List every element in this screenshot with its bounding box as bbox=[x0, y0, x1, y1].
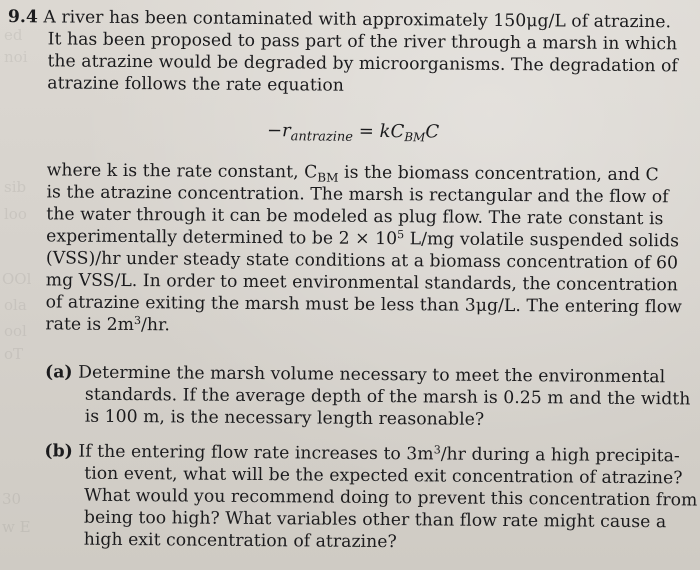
body-text: where k is the rate constant, C bbox=[46, 160, 318, 183]
exponent: 3 bbox=[433, 443, 441, 457]
intro-text: A river has been contaminated with approximately 150μg/L of atrazine. bbox=[43, 7, 672, 33]
equation-minus: − bbox=[266, 120, 283, 142]
part-b-line: What would you recommend doing to prevent this concentration from bbox=[84, 485, 698, 511]
body-line bbox=[45, 314, 170, 336]
part-b-line: high exit concentration of atrazine? bbox=[83, 529, 397, 553]
body-line: mg VSS/L. In order to meet environmental standards, the concentration bbox=[45, 270, 679, 296]
bleed-through-text: 30 bbox=[2, 490, 22, 508]
cbm-subscript: BM bbox=[317, 170, 339, 185]
body-line: the water through it can be modeled as plug flow. The rate constant is bbox=[46, 204, 664, 230]
equation-c: C bbox=[425, 121, 440, 143]
part-a-line: standards. If the average depth of the marsh is 0.25 m and the width bbox=[84, 384, 691, 410]
part-b-line: tion event, what will be the expected exit concentration of atrazine? bbox=[84, 463, 683, 489]
intro-line: the atrazine would be degraded by microorganisms. The degradation of bbox=[47, 51, 678, 77]
equation-bm: BM bbox=[404, 130, 426, 145]
part-b-text: /hr during a high precipita- bbox=[440, 444, 680, 467]
equation-equals: = bbox=[352, 120, 380, 142]
bleed-through-text: OOl bbox=[2, 270, 32, 288]
rate-equation bbox=[267, 120, 439, 145]
body-line: of atrazine exiting the marsh must be less than 3μg/L. The entering flow bbox=[45, 292, 682, 318]
body-line: is the atrazine concentration. The marsh is rectangular and the flow of bbox=[46, 182, 669, 208]
equation-kc: kC bbox=[379, 120, 405, 143]
part-b-label: (b) bbox=[44, 441, 73, 462]
bleed-through-text: ool bbox=[4, 322, 27, 340]
equation-r: r bbox=[281, 120, 291, 142]
exponent: 3 bbox=[133, 314, 142, 328]
part-b-line: being too high? What variables other than flow rate might cause a bbox=[83, 507, 667, 533]
body-text: L/mg volatile suspended solids bbox=[404, 229, 680, 252]
exponent: 5 bbox=[397, 228, 405, 242]
part-a-label: (a) bbox=[44, 362, 73, 383]
body-text: rate is 2m bbox=[45, 314, 135, 336]
bleed-through-text: loo bbox=[4, 205, 27, 223]
part-a-text: Determine the marsh volume necessary to meet the environmental bbox=[78, 362, 666, 388]
intro-line: It has been proposed to pass part of the river through a marsh in which bbox=[47, 29, 678, 55]
bleed-through-text: ola bbox=[4, 296, 27, 314]
part-a-line: is 100 m, is the necessary length reasonable? bbox=[84, 406, 485, 430]
body-text: experimentally determined to be 2 × 10 bbox=[46, 226, 398, 250]
bleed-through-text: ed bbox=[4, 26, 23, 44]
body-text: is the biomass concentration, and C bbox=[338, 162, 659, 186]
bleed-through-text: oT bbox=[4, 345, 24, 363]
equation-subscript: antrazine bbox=[290, 129, 354, 145]
bleed-through-text: sib bbox=[4, 178, 27, 196]
problem-number: 9.4 bbox=[7, 7, 39, 28]
bleed-through-text: w E bbox=[2, 518, 31, 536]
body-line: (VSS)/hr under steady state conditions at a biomass concentration of 60 bbox=[45, 248, 679, 274]
intro-line: atrazine follows the rate equation bbox=[47, 73, 344, 96]
body-text: /hr. bbox=[140, 315, 170, 336]
part-b-text: If the entering flow rate increases to 3m bbox=[78, 441, 434, 465]
bleed-through-text: noi bbox=[4, 48, 28, 66]
